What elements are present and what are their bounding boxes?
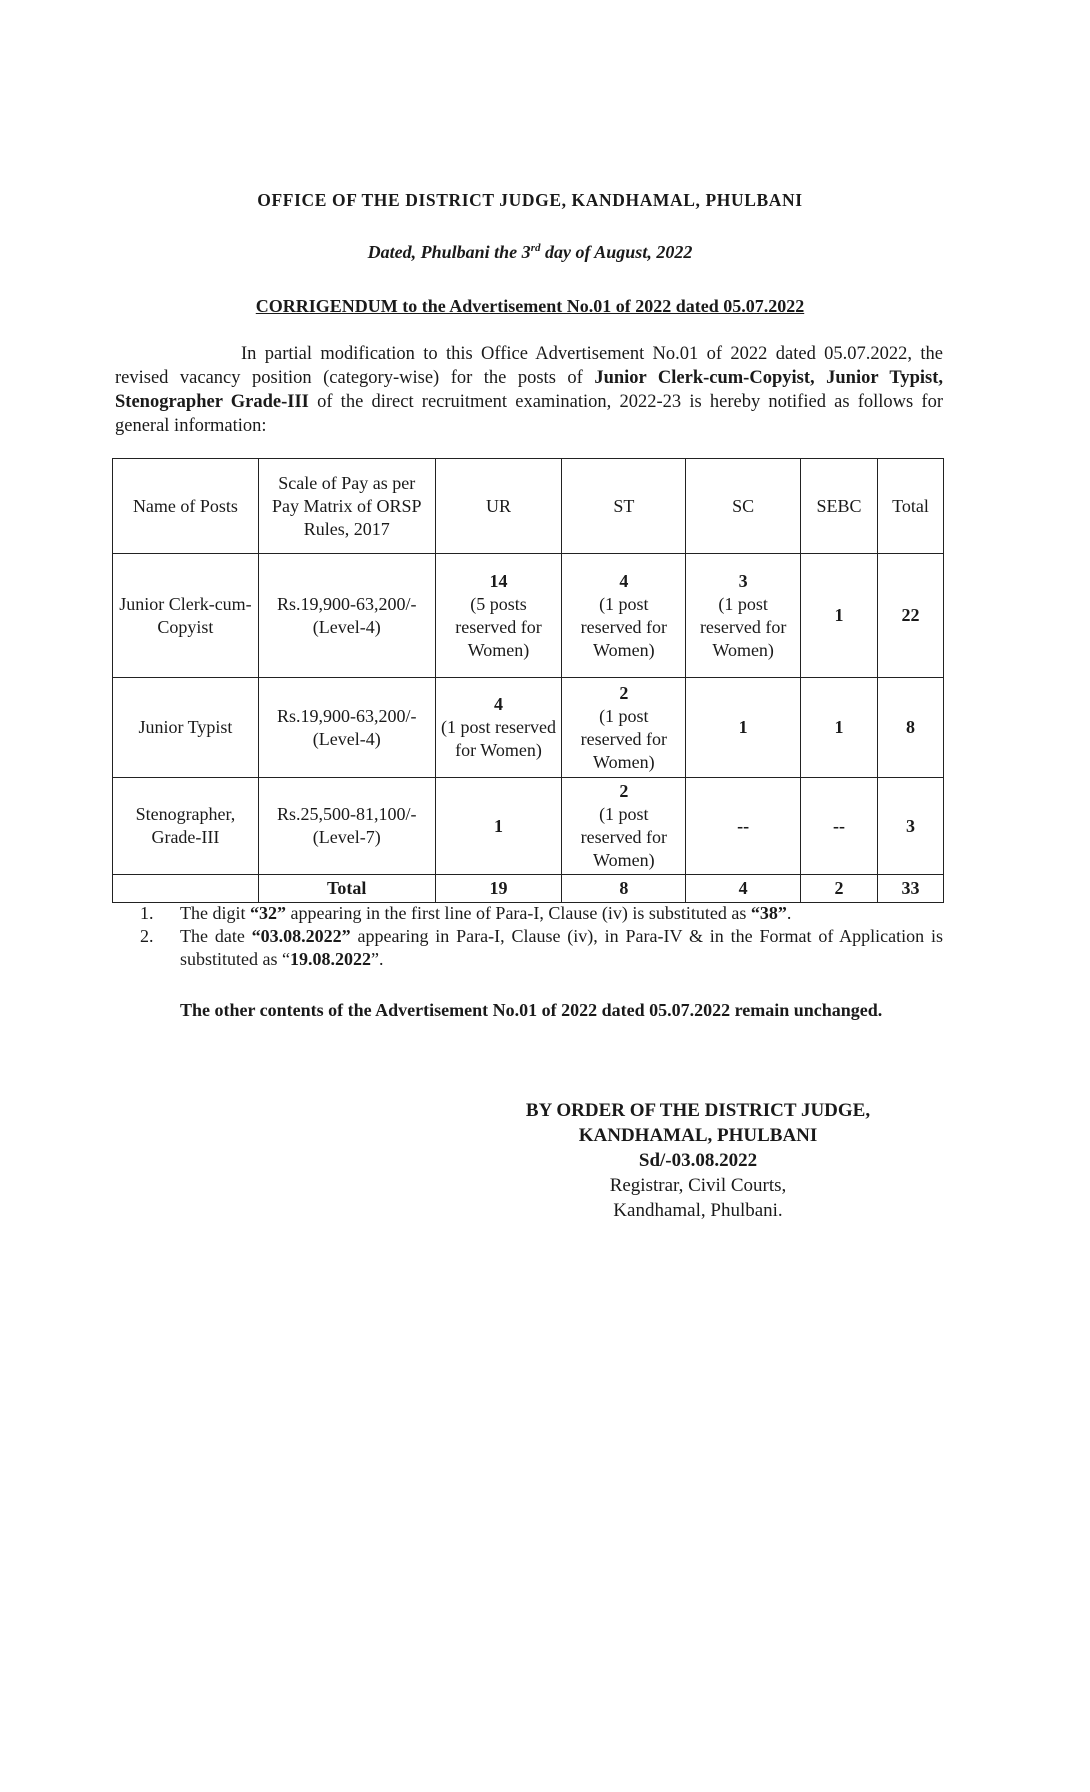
- note-text: The digit: [180, 903, 250, 923]
- note-number: 2.: [140, 926, 154, 946]
- note-bold: “32”: [250, 903, 286, 923]
- sebc-count: 1: [801, 678, 878, 778]
- note-item: [140, 902, 943, 925]
- remain-paragraph: [115, 998, 943, 1022]
- ur-cell: [435, 554, 562, 678]
- post-name: Junior Clerk-cum-Copyist: [113, 554, 259, 678]
- sebc-count: --: [801, 778, 878, 875]
- signature-line-5: Kandhamal, Phulbani.: [613, 1200, 783, 1221]
- total-label: Total: [258, 875, 435, 903]
- row-total: 3: [878, 778, 944, 875]
- table-row: [113, 678, 944, 778]
- pay-scale: Rs.25,500-81,100/-(Level-7): [258, 778, 435, 875]
- note-text: appearing in Para-I, Clause (iv), in Para-IV & in the Format of Application is substituted as “: [180, 926, 943, 969]
- st-cell: [562, 554, 686, 678]
- intro-paragraph: [115, 342, 943, 438]
- sebc-count: 1: [801, 554, 878, 678]
- st-cell: [562, 778, 686, 875]
- intro-text-2: of the direct recruitment examination, 2022-23 is hereby notified as follows for general information:: [115, 392, 943, 436]
- header-total: Total: [878, 459, 944, 554]
- dated-prefix: Dated, Phulbani the 3: [367, 242, 531, 262]
- row-total: 8: [878, 678, 944, 778]
- dated-line: [0, 242, 1060, 263]
- st-note: (1 post reserved for Women): [580, 705, 668, 772]
- st-note: (1 post reserved for Women): [580, 593, 668, 660]
- corrigendum-title: CORRIGENDUM to the Advertisement No.01 of 2022 dated 05.07.2022: [255, 296, 805, 316]
- header-sc: SC: [686, 459, 801, 554]
- signature-line-4: Registrar, Civil Courts,: [609, 1175, 787, 1196]
- note-text: ”.: [371, 949, 384, 969]
- header-st: ST: [562, 459, 686, 554]
- notes-list: [140, 902, 943, 971]
- note-bold: “38”: [750, 903, 787, 923]
- vacancy-table: [112, 458, 944, 903]
- table-header-row: [113, 459, 944, 554]
- signature-line-2: KANDHAMAL, PHULBANI: [578, 1125, 818, 1146]
- note-bold: “03.08.2022”: [251, 926, 351, 946]
- ur-note: (1 post reserved for Women): [441, 717, 556, 760]
- table-row: [113, 778, 944, 875]
- st-cell: [562, 678, 686, 778]
- st-count: 2: [619, 781, 629, 801]
- pay-scale: Rs.19,900-63,200/-(Level-4): [258, 678, 435, 778]
- pay-scale: Rs.19,900-63,200/-(Level-4): [258, 554, 435, 678]
- table-row: [113, 554, 944, 678]
- total-st: 8: [562, 875, 686, 903]
- header-ur: UR: [435, 459, 562, 554]
- ur-count: 1: [435, 778, 562, 875]
- post-name: Junior Typist: [113, 678, 259, 778]
- grand-total: 33: [878, 875, 944, 903]
- table-total-row: [113, 875, 944, 903]
- header-sebc: SEBC: [801, 459, 878, 554]
- sc-note: (1 post reserved for Women): [699, 593, 787, 660]
- dated-suffix: day of August, 2022: [540, 242, 693, 262]
- intro-text-1: In partial modification to this Office Advertisement No.01 of 2022 dated 05.07.2022, the revised vacancy position (category-wise) for the posts of: [115, 344, 943, 388]
- note-bold: 19.08.2022: [290, 949, 371, 969]
- note-text: appearing in the first line of Para-I, Clause (iv) is substituted as: [286, 903, 751, 923]
- sc-count: 3: [738, 570, 748, 591]
- st-note: (1 post reserved for Women): [580, 804, 668, 870]
- note-item: [140, 925, 943, 971]
- note-text: .: [786, 903, 792, 923]
- total-sebc: 2: [801, 875, 878, 903]
- note-text: The date: [180, 926, 252, 946]
- remain-text: The other contents of the Advertisement No.01 of 2022 dated 05.07.2022 remain unchanged.: [180, 1000, 883, 1020]
- signature-line-3: Sd/-03.08.2022: [638, 1150, 758, 1171]
- note-number: 1.: [140, 903, 154, 923]
- row-total: 22: [878, 554, 944, 678]
- st-count: 2: [619, 682, 629, 703]
- ur-count: 14: [489, 570, 508, 591]
- st-count: 4: [619, 570, 629, 591]
- signature-line-1: BY ORDER OF THE DISTRICT JUDGE,: [525, 1100, 871, 1121]
- ur-note: (5 posts reserved for Women): [455, 593, 542, 660]
- total-ur: 19: [435, 875, 562, 903]
- sc-count: 1: [686, 678, 801, 778]
- header-name-of-posts: Name of Posts: [113, 459, 259, 554]
- dated-superscript: rd: [530, 242, 541, 254]
- post-name: Stenographer, Grade-III: [113, 778, 259, 875]
- signature-block: [478, 1098, 918, 1223]
- total-blank-cell: [113, 875, 259, 903]
- total-sc: 4: [686, 875, 801, 903]
- intro-posts: Junior Clerk-cum-Copyist, Junior Typist, Stenographer Grade-III: [115, 368, 944, 412]
- ur-count: 4: [494, 694, 503, 714]
- header-scale-of-pay: Scale of Pay as per Pay Matrix of ORSP Rules, 2017: [258, 459, 435, 554]
- ur-cell: [435, 678, 562, 778]
- sc-cell: [686, 554, 801, 678]
- sc-count: --: [686, 778, 801, 875]
- office-heading: OFFICE OF THE DISTRICT JUDGE, KANDHAMAL, PHULBANI: [257, 190, 803, 210]
